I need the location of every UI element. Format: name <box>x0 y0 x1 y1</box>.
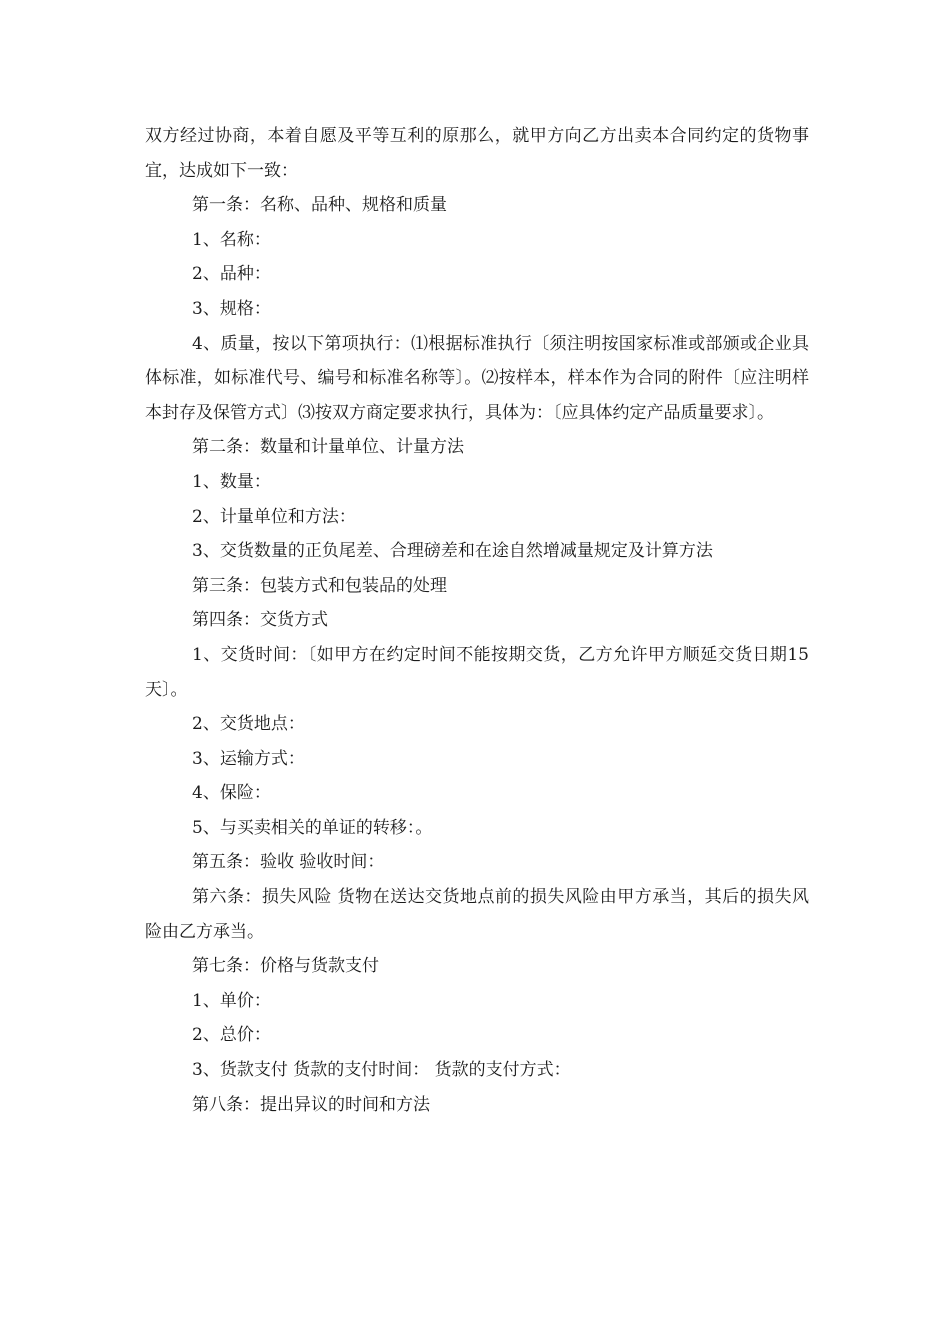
clause-item: 1、名称： <box>192 229 271 250</box>
clause-item: 1、交货时间：〔如甲方在约定时间不能按期交货，乙方允许甲方顺延交货日期15天〕。 <box>145 644 809 700</box>
clause-item: 4、保险： <box>192 783 271 804</box>
clause-item: 1、数量： <box>192 471 271 492</box>
clause-item: 3、交货数量的正负尾差、合理磅差和在途自然增减量规定及计算方法 <box>192 541 713 562</box>
clause-item: 3、规格： <box>192 298 271 319</box>
article-heading: 第四条：交货方式 <box>192 610 328 631</box>
clause-item: 3、运输方式： <box>192 748 305 769</box>
paragraph: 双方经过协商，本着自愿及平等互利的原那么，就甲方向乙方出卖本合同约定的货物事宜，达成如下一致： <box>145 126 809 181</box>
clause-item: 4、质量，按以下第项执行：⑴根据标准执行〔须注明按国家标准或部颁或企业具体标准，如标准代号、编号和标准名称等〕。⑵按样本，样本作为合同的附件〔应注明样本封存及保管方式〕⑶按双方商定要求执行，具体为：〔应具体约定产品质量要求〕。 <box>145 333 809 423</box>
clause-item: 2、品种： <box>192 264 271 285</box>
clause-item: 3、货款支付 货款的支付时间： 货款的支付方式： <box>192 1060 571 1081</box>
article-heading: 第六条：损失风险 货物在送达交货地点前的损失风险由甲方承当，其后的损失风险由乙方承当。 <box>145 887 809 942</box>
clause-item: 1、单价： <box>192 990 271 1011</box>
article-heading: 第一条：名称、品种、规格和质量 <box>192 195 447 216</box>
article-heading: 第二条：数量和计量单位、计量方法 <box>192 437 464 458</box>
article-heading: 第八条：提出异议的时间和方法 <box>192 1094 430 1115</box>
document-body <box>145 119 809 1122</box>
article-heading: 第三条：包装方式和包装品的处理 <box>192 575 447 596</box>
clause-item: 5、与买卖相关的单证的转移：。 <box>192 817 433 838</box>
clause-item: 2、总价： <box>192 1025 271 1046</box>
article-heading: 第七条：价格与货款支付 <box>192 956 379 977</box>
clause-item: 2、计量单位和方法： <box>192 506 356 527</box>
clause-item: 2、交货地点： <box>192 714 305 735</box>
article-heading: 第五条：验收 验收时间： <box>192 852 385 873</box>
